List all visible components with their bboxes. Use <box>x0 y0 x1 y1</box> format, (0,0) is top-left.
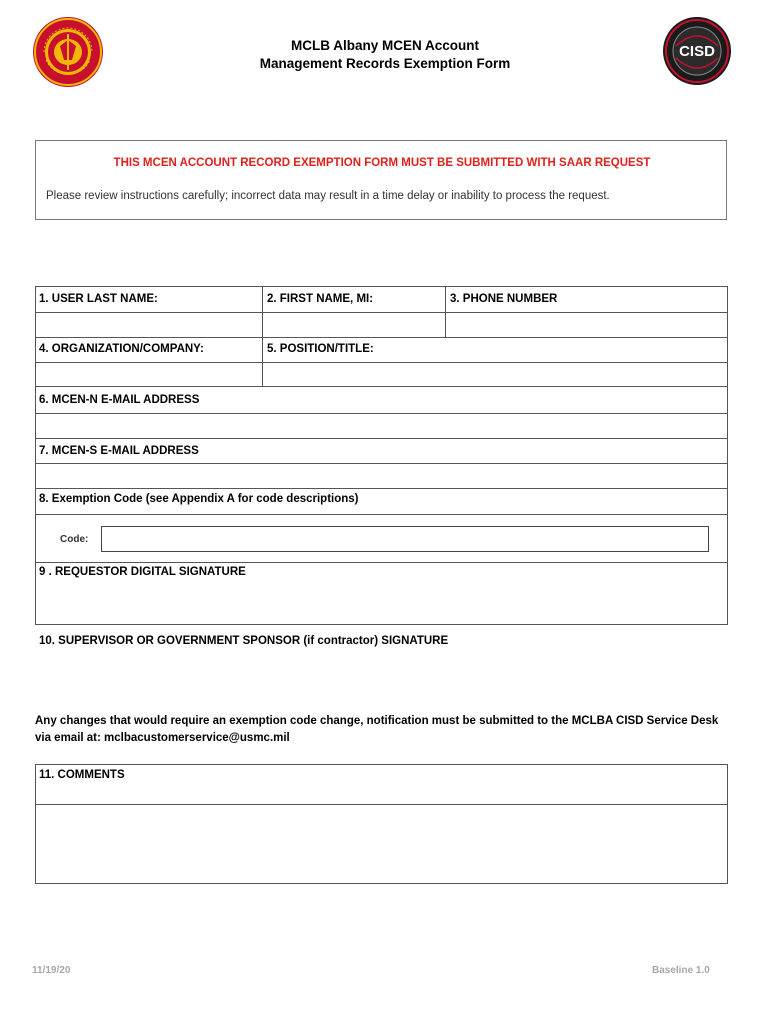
first-name-label: 2. FIRST NAME, MI: <box>267 293 374 305</box>
requestor-signature-field[interactable] <box>36 587 727 623</box>
notice-box <box>35 140 727 220</box>
mcen-s-email-label: 7. MCEN-S E-MAIL ADDRESS <box>39 445 199 457</box>
org-label: 4. ORGANIZATION/COMPANY: <box>39 343 204 355</box>
first-name-input[interactable] <box>263 313 445 337</box>
instructions-text: Please review instructions carefully; incorrect data may result in a time delay or inability to process the request. <box>46 190 610 202</box>
form-title-line1: MCLB Albany MCEN Account <box>291 38 479 53</box>
form-title-line2: Management Records Exemption Form <box>259 56 511 71</box>
phone-input[interactable] <box>446 313 727 337</box>
saar-warning: THIS MCEN ACCOUNT RECORD EXEMPTION FORM MUST BE SUBMITTED WITH SAAR REQUEST <box>113 157 651 169</box>
requestor-signature-label: 9 . REQUESTOR DIGITAL SIGNATURE <box>39 566 246 578</box>
code-label: Code: <box>60 534 89 545</box>
supervisor-signature-label: 10. SUPERVISOR OR GOVERNMENT SPONSOR (if contractor) SIGNATURE <box>39 635 449 647</box>
phone-label: 3. PHONE NUMBER <box>450 293 558 305</box>
footer-baseline: Baseline 1.0 <box>652 965 710 976</box>
position-input[interactable] <box>263 363 727 386</box>
exemption-code-label: 8. Exemption Code (see Appendix A for code descriptions) <box>39 493 359 505</box>
last-name-input[interactable] <box>36 313 262 337</box>
mcen-n-email-label: 6. MCEN-N E-MAIL ADDRESS <box>39 394 200 406</box>
mcen-n-email-input[interactable] <box>36 414 727 438</box>
org-input[interactable] <box>36 363 262 386</box>
supervisor-signature-field[interactable] <box>36 655 727 705</box>
cisd-logo-icon <box>662 16 732 86</box>
cisd-logo-text: CISD <box>679 43 715 60</box>
code-input[interactable] <box>102 527 708 551</box>
code-box <box>101 526 709 552</box>
comments-input[interactable] <box>36 806 727 882</box>
comments-label: 11. COMMENTS <box>39 769 125 781</box>
last-name-label: 1. USER LAST NAME: <box>39 293 158 305</box>
mcen-s-email-input[interactable] <box>36 464 727 488</box>
position-label: 5. POSITION/TITLE: <box>267 343 374 355</box>
exemption-change-notice: Any changes that would require an exemption code change, notification must be submitted to the MCLBA CISD Service Desk via email at: mclbacustomerservice@usmc.mil <box>35 715 719 744</box>
footer-date: 11/19/20 <box>32 965 71 976</box>
